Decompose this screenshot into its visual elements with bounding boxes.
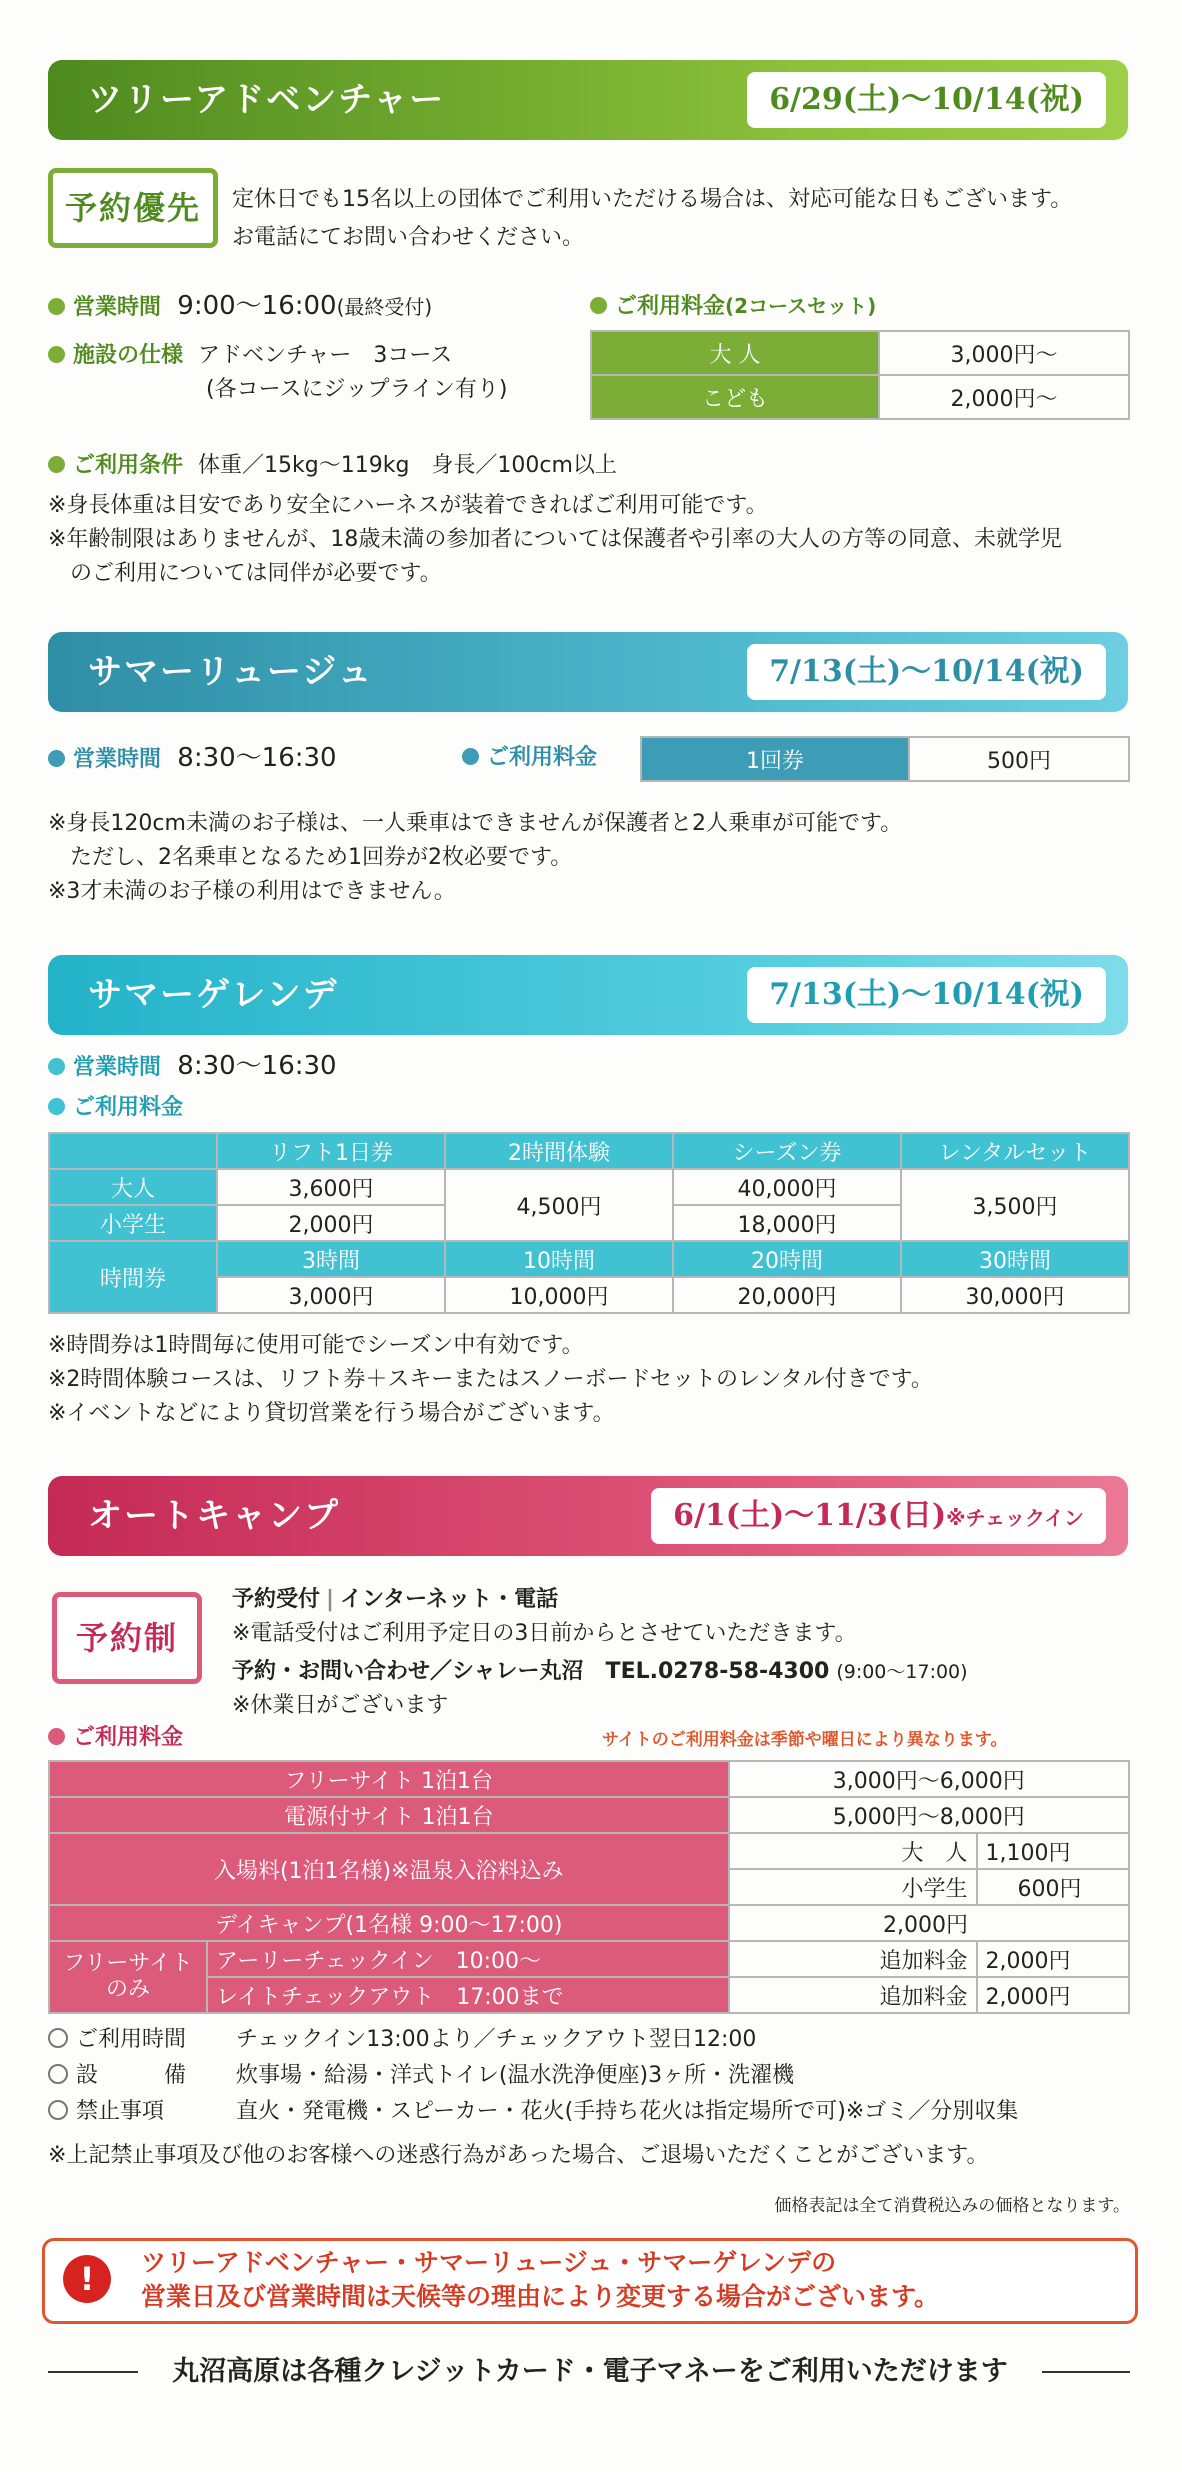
tree-note-2: ※年齢制限はありませんが、18歳未満の参加者については保護者や引率の大人の方等の同意、未就学児 xyxy=(48,527,1062,552)
bullet-icon xyxy=(48,456,65,473)
table-row: 小学生 2,000円 18,000円 xyxy=(49,1205,1129,1241)
notice-line1: ツリーアドベンチャー・サマーリュージュ・サマーゲレンデの xyxy=(141,2248,837,2277)
summer-gelande-banner xyxy=(48,955,1128,1035)
bullet-icon xyxy=(48,298,65,315)
gelande-note-1: ※時間券は1時間毎に使用可能でシーズン中有効です。 xyxy=(48,1333,584,1358)
summer-luge-date: 7/13(土)〜10/14(祝) xyxy=(747,644,1106,700)
gelande-hours: 営業時間 8:30〜16:30 xyxy=(48,1050,337,1084)
table-row: 入場料(1泊1名様)※温泉入浴料込み 大 人 1,100円 xyxy=(49,1833,1129,1869)
summer-gelande-date: 7/13(土)〜10/14(祝) xyxy=(747,967,1106,1023)
bullet-icon xyxy=(48,1058,65,1075)
luge-note-2: ただし、2名乗車となるため1回券が2枚必要です。 xyxy=(48,845,573,870)
luge-price-table xyxy=(640,736,1130,782)
alert-icon: ! xyxy=(63,2255,111,2303)
tree-conditions: ご利用条件 体重／15kg〜119kg 身長／100cm以上 xyxy=(48,450,617,482)
luge-note-3: ※3才未満のお子様の利用はできません。 xyxy=(48,879,456,904)
table-row: 1回券 500円 xyxy=(641,737,1129,781)
camp-holiday-note: ※休業日がございます xyxy=(232,1693,449,1718)
table-row: 3,000円 10,000円 20,000円 30,000円 xyxy=(49,1277,1129,1313)
table-row: 時間券 3時間 10時間 20時間 30時間 xyxy=(49,1241,1129,1277)
reservation-badge: 予約制 xyxy=(52,1592,202,1684)
gelande-note-3: ※イベントなどにより貸切営業を行う場合がございます。 xyxy=(48,1401,615,1426)
camp-price-caution: サイトのご利用料金は季節や曜日により異なります。 xyxy=(602,1730,1008,1750)
tree-note-1: ※身長体重は目安であり安全にハーネスが装着できればご利用可能です。 xyxy=(48,493,768,518)
tree-notice-line1: 定休日でも15名以上の団体でご利用いただける場合は、対応可能な日もございます。 xyxy=(232,187,1073,212)
tree-hours: 営業時間 9:00〜16:00(最終受付) xyxy=(48,290,432,324)
tree-adventure-title: ツリーアドベンチャー xyxy=(88,80,446,120)
bullet-icon xyxy=(48,750,65,767)
tree-notice-line2: お電話にてお問い合わせください。 xyxy=(232,225,585,250)
bullet-icon xyxy=(590,297,607,314)
notice-line2: 営業日及び営業時間は天候等の理由により変更する場合がございます。 xyxy=(141,2282,940,2311)
bullet-icon xyxy=(48,1098,65,1115)
camp-price-heading: ご利用料金 xyxy=(48,1722,183,1754)
camp-info-prohibited: 禁止事項 直火・発電機・スピーカー・花火(手持ち花火は指定場所で可)※ゴミ／分別収集 xyxy=(48,2096,1018,2128)
tree-adventure-date: 6/29(土)〜10/14(祝) xyxy=(747,72,1106,128)
tree-price-table xyxy=(590,330,1130,420)
table-row: 大人 3,600円 4,500円 40,000円 3,500円 xyxy=(49,1169,1129,1205)
table-row: 小学生 600円 xyxy=(49,1869,1129,1905)
tree-adventure-banner xyxy=(48,60,1128,140)
gelande-price-heading: ご利用料金 xyxy=(48,1092,183,1124)
table-row: 電源付サイト 1泊1台 5,000円〜8,000円 xyxy=(49,1797,1129,1833)
footer-rule-left xyxy=(48,2371,138,2373)
table-row: 大 人 3,000円〜 xyxy=(591,331,1129,375)
tree-price-heading: ご利用料金(2コースセット) xyxy=(590,290,876,323)
bullet-icon xyxy=(48,1728,65,1745)
footer-rule-right xyxy=(1042,2371,1130,2373)
gelande-price-table xyxy=(48,1132,1130,1314)
tree-facility-note: (各コースにジップライン有り) xyxy=(206,377,508,402)
weather-notice xyxy=(42,2238,1138,2324)
luge-hours: 営業時間 8:30〜16:30 xyxy=(48,742,337,776)
table-row: レイトチェックアウト 17:00まで 追加料金 2,000円 xyxy=(49,1977,1129,2013)
summer-luge-banner xyxy=(48,632,1128,712)
bullet-icon xyxy=(48,346,65,363)
camp-reserve: 予約受付 | インターネット・電話 xyxy=(232,1587,559,1612)
auto-camp-title: オートキャンプ xyxy=(88,1496,340,1536)
camp-final-note: ※上記禁止事項及び他のお客様への迷惑行為があった場合、ご退場いただくことがございます。 xyxy=(48,2143,989,2168)
table-row: フリーサイト のみ アーリーチェックイン 10:00〜 追加料金 2,000円 xyxy=(49,1941,1129,1977)
gelande-note-2: ※2時間体験コースは、リフト券＋スキーまたはスノーボードセットのレンタル付きです。 xyxy=(48,1367,933,1392)
bullet-icon xyxy=(462,748,479,765)
table-row: こども 2,000円〜 xyxy=(591,375,1129,419)
circle-bullet-icon xyxy=(48,2100,68,2120)
tax-note: 価格表記は全て消費税込みの価格となります。 xyxy=(774,2196,1130,2216)
camp-reserve-note: ※電話受付はご利用予定日の3日前からとさせていただきます。 xyxy=(232,1621,857,1646)
priority-badge: 予約優先 xyxy=(48,168,218,248)
camp-info-facility: 設 備 炊事場・給湯・洋式トイレ(温水洗浄便座)3ヶ所・洗濯機 xyxy=(48,2060,794,2092)
tree-facility: 施設の仕様 アドベンチャー 3コース xyxy=(48,340,452,372)
luge-price-heading: ご利用料金 xyxy=(462,742,597,774)
luge-note-1: ※身長120cm未満のお子様は、一人乗車はできませんが保護者と2人乗車が可能です。 xyxy=(48,811,903,836)
table-row: リフト1日券 2時間体験 シーズン券 レンタルセット xyxy=(49,1133,1129,1169)
circle-bullet-icon xyxy=(48,2064,68,2084)
auto-camp-banner xyxy=(48,1476,1128,1556)
footer-text: 丸沼高原は各種クレジットカード・電子マネーをご利用いただけます xyxy=(172,2356,1008,2387)
table-row: フリーサイト 1泊1台 3,000円〜6,000円 xyxy=(49,1761,1129,1797)
camp-price-table xyxy=(48,1760,1130,2014)
summer-luge-title: サマーリュージュ xyxy=(88,652,374,692)
camp-contact: 予約・お問い合わせ／シャレー丸沼 TEL.0278-58-4300 (9:00〜17:00) xyxy=(232,1659,968,1684)
circle-bullet-icon xyxy=(48,2028,68,2048)
table-row: デイキャンプ(1名様 9:00〜17:00) 2,000円 xyxy=(49,1905,1129,1941)
tree-note-3: のご利用については同伴が必要です。 xyxy=(48,561,442,586)
summer-gelande-title: サマーゲレンデ xyxy=(88,975,339,1015)
auto-camp-date: 6/1(土)〜11/3(日)※チェックイン xyxy=(651,1488,1106,1544)
camp-info-hours: ご利用時間 チェックイン13:00より／チェックアウト翌日12:00 xyxy=(48,2024,756,2056)
